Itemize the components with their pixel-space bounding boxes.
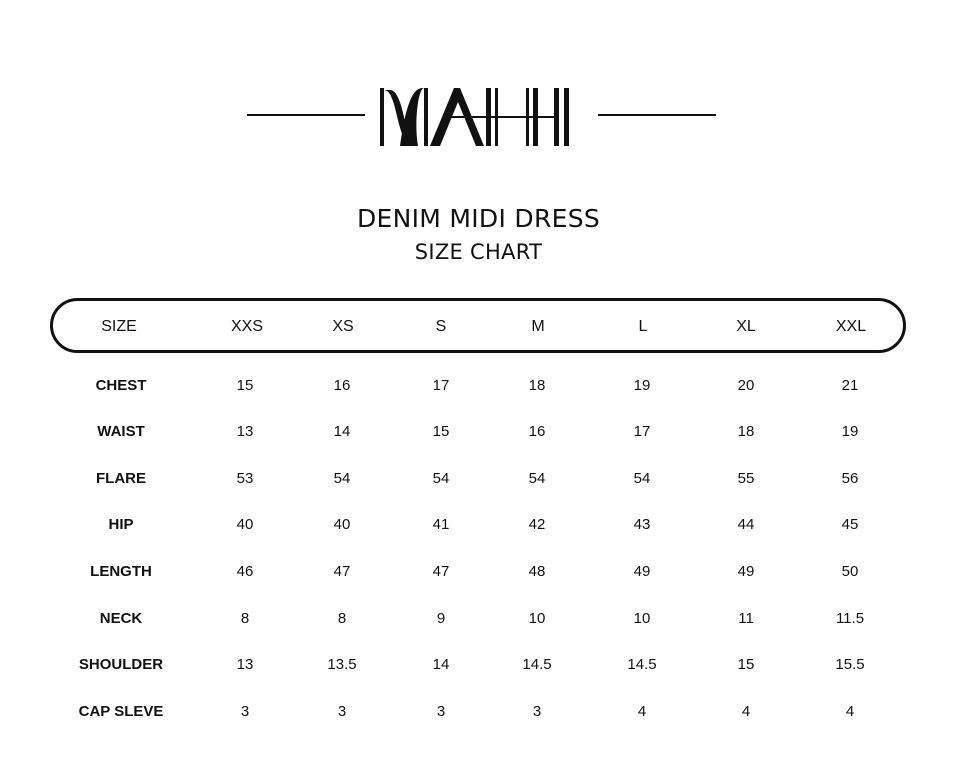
table-cell: 4 bbox=[845, 703, 855, 720]
table-cell: 3 bbox=[436, 703, 446, 720]
size-header-l: L bbox=[638, 318, 648, 335]
table-cell: 46 bbox=[236, 563, 254, 580]
size-header-bar bbox=[50, 298, 906, 353]
table-cell: 4 bbox=[741, 703, 751, 720]
table-cell: 54 bbox=[333, 470, 351, 487]
table-cell: 19 bbox=[841, 423, 859, 440]
size-header-label: SIZE bbox=[101, 318, 137, 335]
row-label-cap-sleve: CAP SLEVE bbox=[78, 703, 164, 720]
table-cell: 56 bbox=[841, 470, 859, 487]
logo-divider-right bbox=[598, 114, 716, 116]
table-cell: 10 bbox=[528, 610, 546, 627]
row-label-hip: HIP bbox=[108, 516, 134, 533]
table-cell: 14.5 bbox=[522, 656, 552, 673]
table-cell: 42 bbox=[528, 516, 546, 533]
table-cell: 21 bbox=[841, 377, 859, 394]
table-cell: 54 bbox=[528, 470, 546, 487]
table-cell: 55 bbox=[737, 470, 755, 487]
table-cell: 49 bbox=[633, 563, 651, 580]
row-label-length: LENGTH bbox=[90, 563, 152, 580]
table-cell: 54 bbox=[633, 470, 651, 487]
table-cell: 14.5 bbox=[627, 656, 657, 673]
table-cell: 10 bbox=[633, 610, 651, 627]
table-cell: 16 bbox=[333, 377, 351, 394]
logo-divider-left bbox=[247, 114, 365, 116]
row-label-chest: CHEST bbox=[95, 377, 147, 394]
row-label-neck: NECK bbox=[99, 610, 143, 627]
product-title: DENIM MIDI DRESS bbox=[356, 204, 601, 233]
table-cell: 15 bbox=[236, 377, 254, 394]
table-cell: 15 bbox=[737, 656, 755, 673]
table-cell: 47 bbox=[333, 563, 351, 580]
brand-logo bbox=[378, 84, 580, 150]
table-cell: 48 bbox=[528, 563, 546, 580]
table-cell: 17 bbox=[432, 377, 450, 394]
table-cell: 53 bbox=[236, 470, 254, 487]
table-cell: 19 bbox=[633, 377, 651, 394]
size-header-xxs: XXS bbox=[230, 318, 264, 335]
table-cell: 3 bbox=[532, 703, 542, 720]
table-cell: 15 bbox=[432, 423, 450, 440]
table-cell: 3 bbox=[240, 703, 250, 720]
size-header-s: S bbox=[435, 318, 447, 335]
table-cell: 50 bbox=[841, 563, 859, 580]
table-cell: 15.5 bbox=[835, 656, 865, 673]
table-cell: 47 bbox=[432, 563, 450, 580]
table-cell: 14 bbox=[333, 423, 351, 440]
table-cell: 17 bbox=[633, 423, 651, 440]
table-cell: 3 bbox=[337, 703, 347, 720]
size-header-xxl: XXL bbox=[835, 318, 867, 335]
size-header-xs: XS bbox=[332, 318, 354, 335]
chart-subtitle: SIZE CHART bbox=[414, 240, 543, 264]
table-cell: 13.5 bbox=[327, 656, 357, 673]
table-cell: 8 bbox=[240, 610, 250, 627]
table-cell: 40 bbox=[333, 516, 351, 533]
table-cell: 40 bbox=[236, 516, 254, 533]
table-cell: 54 bbox=[432, 470, 450, 487]
table-cell: 16 bbox=[528, 423, 546, 440]
table-cell: 4 bbox=[637, 703, 647, 720]
table-cell: 45 bbox=[841, 516, 859, 533]
size-header-m: M bbox=[531, 318, 545, 335]
table-cell: 13 bbox=[236, 423, 254, 440]
table-cell: 44 bbox=[737, 516, 755, 533]
row-label-waist: WAIST bbox=[97, 423, 145, 440]
table-cell: 18 bbox=[737, 423, 755, 440]
table-cell: 43 bbox=[633, 516, 651, 533]
table-cell: 9 bbox=[436, 610, 446, 627]
row-label-flare: FLARE bbox=[96, 470, 146, 487]
table-cell: 13 bbox=[236, 656, 254, 673]
table-cell: 8 bbox=[337, 610, 347, 627]
table-cell: 49 bbox=[737, 563, 755, 580]
row-label-shoulder: SHOULDER bbox=[78, 656, 164, 673]
table-cell: 41 bbox=[432, 516, 450, 533]
table-cell: 14 bbox=[432, 656, 450, 673]
table-cell: 20 bbox=[737, 377, 755, 394]
size-header-xl: XL bbox=[736, 318, 756, 335]
table-cell: 11 bbox=[738, 610, 754, 627]
table-cell: 11.5 bbox=[835, 610, 865, 627]
table-cell: 18 bbox=[528, 377, 546, 394]
